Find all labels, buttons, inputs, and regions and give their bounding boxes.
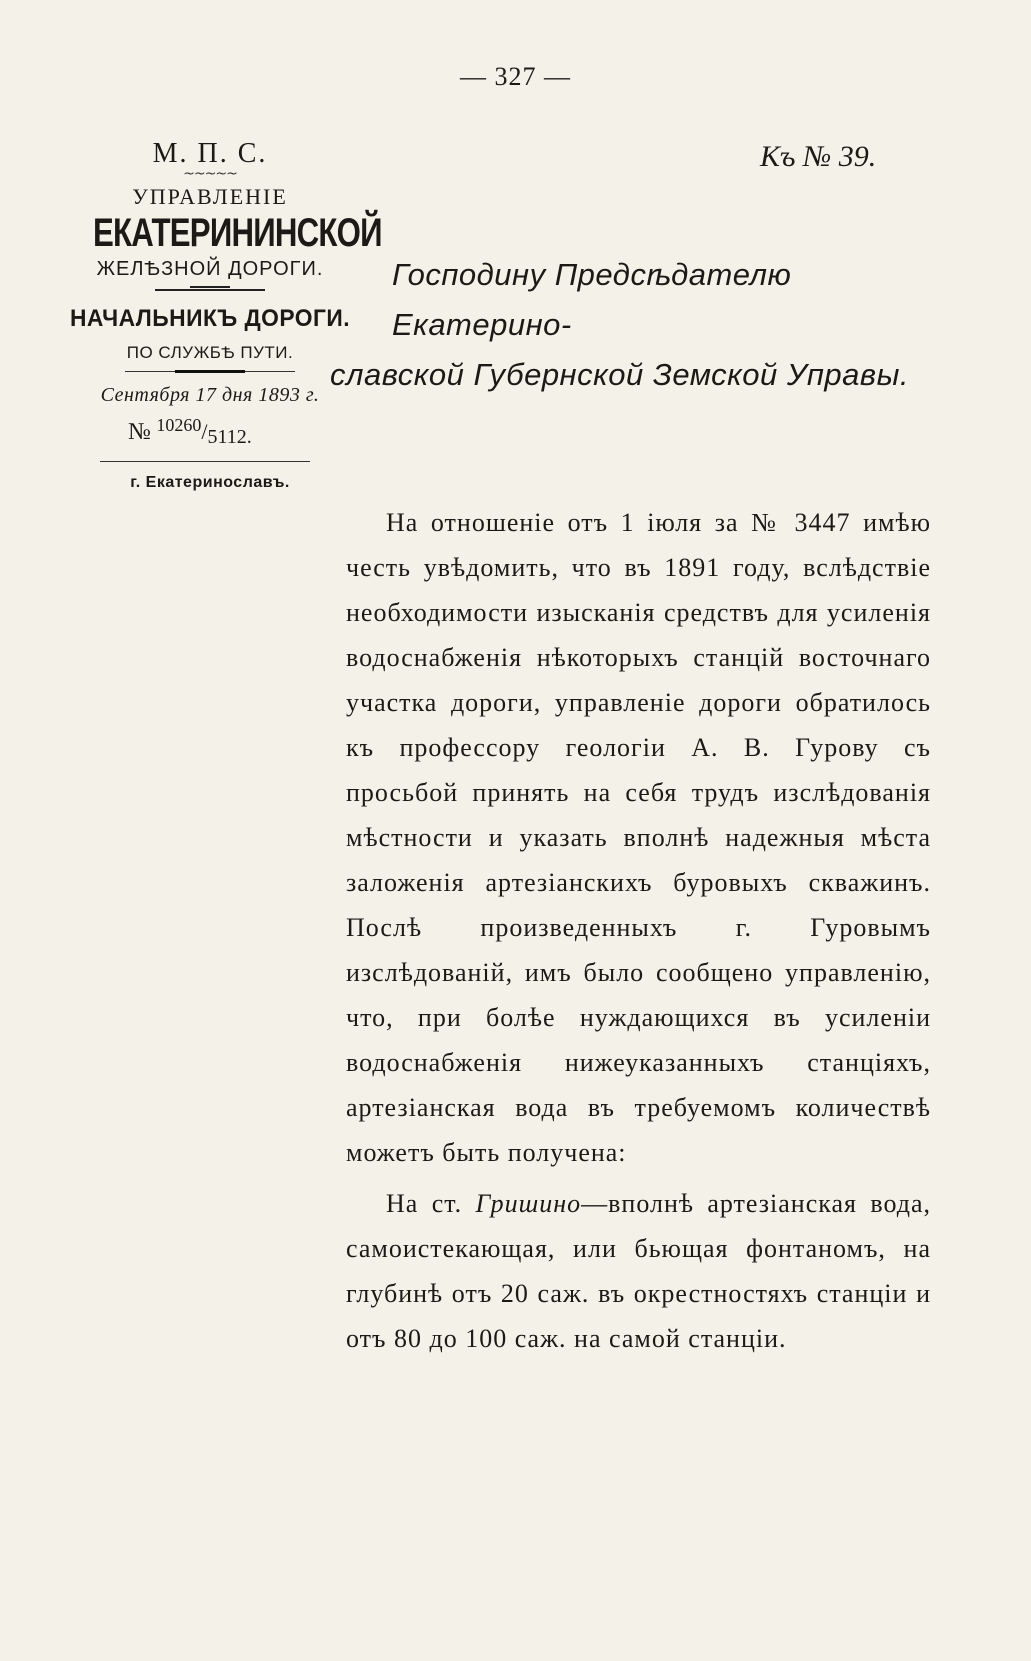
divider-rule [125,371,295,372]
administration-label: УПРАВЛЕНІЕ [132,184,288,209]
page-number: — 327 — [460,62,571,91]
outgoing-number-slash: / [201,419,208,444]
letter-body [346,500,931,1361]
body-paragraph: На отношеніе отъ 1 іюля за № 3447 имѣю честь увѣдомить, что въ 1891 году, вслѣдствіе необходимости изысканія средствъ для усиленія водоснабженія нѣкоторыхъ станцій восточнаго участка дороги, управленіе дороги обратилось къ профессору геологіи А. В. Гурову съ просьбой принять на себя трудъ изслѣдованія мѣстности и указать вполнѣ надежныя мѣста заложенія артезіанскихъ буровыхъ скважинъ. Послѣ произведенныхъ г. Гуровымъ изслѣдованій, имъ было сообщено управленію, что, при болѣе нуждающихся въ усиленіи водоснабженія нижеуказанныхъ станціяхъ, артезіанская вода въ требуемомъ количествѣ можетъ быть получена: [346,508,931,1167]
paragraph-text: —вполнѣ артезіанская вода, самоистекающая, или бьющая фонтаномъ, на глубинѣ отъ 20 саж. въ окрестностяхъ станціи и отъ 80 до 100 саж. на самой станціи. [346,1189,931,1353]
addressee-line: славской Губернской Земской Управы. [330,357,910,392]
addressee-line: Господину Предсѣдателю Екатерино- [392,257,792,342]
number-sign: № [128,419,151,445]
outgoing-number-top: 10260 [156,415,202,435]
letter-date: Сентября 17 дня 1893 г. [100,384,320,406]
paragraph-prefix: На ст. [386,1189,476,1218]
ministry-abbreviation: М. П. С. [152,138,268,169]
railway-subtitle: ЖЕЛѢЗНОЙ ДОРОГИ. [96,258,324,280]
city-name: г. Екатеринославъ. [130,474,290,491]
letterhead [60,138,382,492]
service-department: ПО СЛУЖБѢ ПУТИ. [126,343,294,362]
railway-name: ЕКАТЕРИНИНСКОЙ [93,211,382,255]
station-name: Гришино [475,1189,582,1218]
outgoing-number-bottom: 5112. [207,426,252,448]
divider-rule [100,461,310,462]
chief-title: НАЧАЛЬНИКЪ ДОРОГИ. [69,305,351,332]
body-paragraph [346,1181,931,1361]
outgoing-number [60,415,360,453]
addressee [330,250,950,400]
divider-rule [155,289,265,291]
reference-number: Къ № 39. [760,140,877,173]
ornament-divider: ~~~~~ [183,166,237,182]
